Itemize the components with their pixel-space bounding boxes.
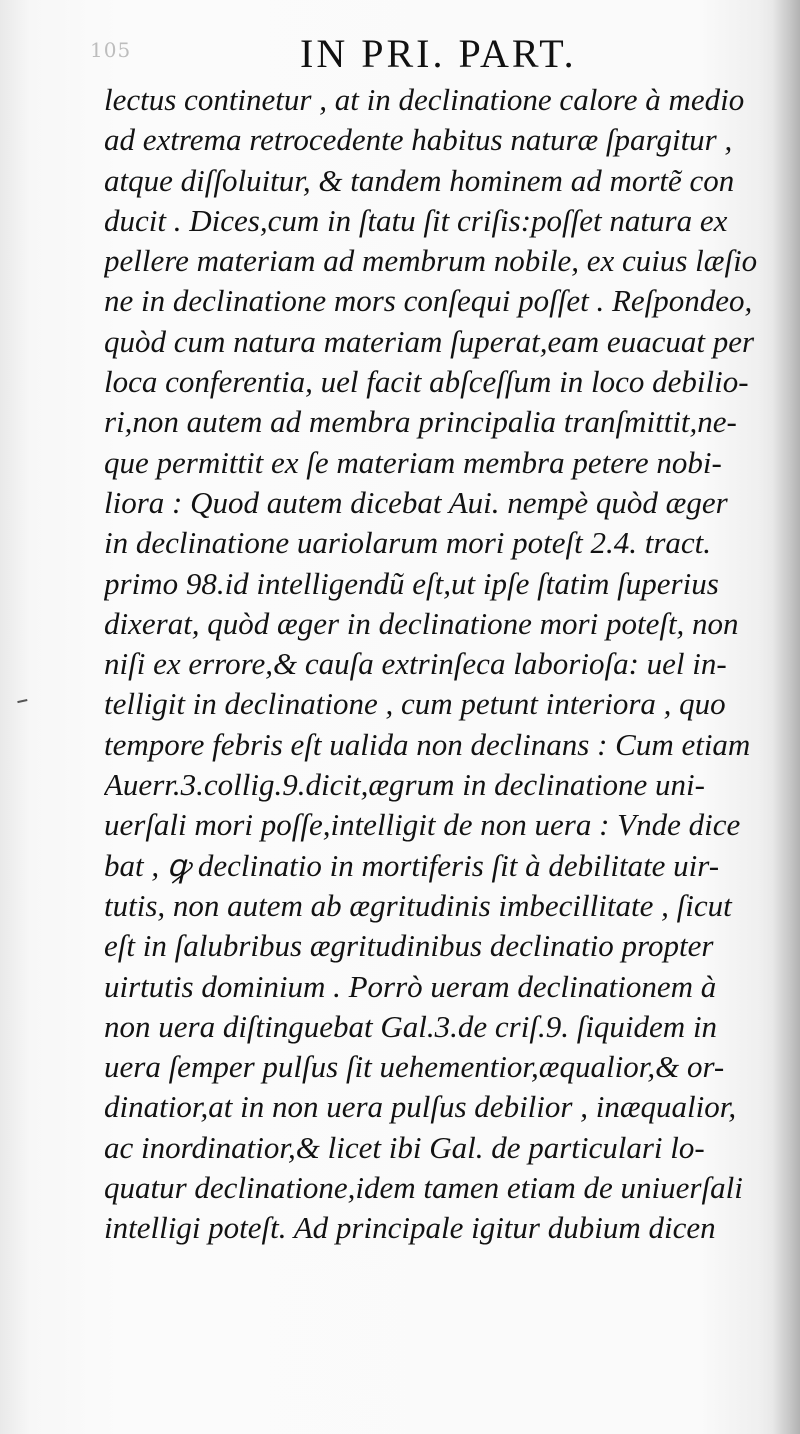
text-line: uerſali mori poſſe,intelligit de non uera : Vnde dice — [104, 807, 741, 843]
text-line: liora : Quod autem dicebat Aui. nempè quòd æger — [104, 484, 728, 520]
text-line: quòd cum natura materiam ſuperat,eam euacuat per — [104, 323, 755, 359]
page-number: 105 — [90, 38, 132, 62]
text-line: ne in declinatione mors conſequi poſſet . Reſpondeo, — [104, 283, 753, 319]
text-line: que permittit ex ſe materiam membra petere nobi- — [104, 444, 722, 480]
text-line: telligit in declinatione , cum petunt interiora , quo — [104, 686, 726, 722]
text-line: uirtutis dominium . Porrò ueram declinationem à — [104, 968, 717, 1004]
text-line: ducit . Dices,cum in ſtatu ſit criſis:poſſet natura ex — [104, 202, 728, 238]
text-line: tempore febris eſt ualida non declinans : Cum etiam — [104, 726, 751, 762]
body-text — [104, 80, 772, 1249]
text-line: ac inordinatior,& licet ibi Gal. de particulari lo- — [104, 1129, 705, 1165]
text-line: non uera diſtinguebat Gal.3.de criſ.9. ſiquidem in — [104, 1008, 718, 1044]
page-edge-shadow — [772, 0, 800, 1434]
text-line: dinatior,at in non uera pulſus debilior , inæqualior, — [104, 1089, 737, 1125]
text-line: lectus continetur , at in declinatione calore à medio — [104, 82, 745, 117]
running-head: IN PRI. PART. — [300, 31, 577, 76]
text-line: uera ſemper pulſus ſit uehementior,æqualior,& or- — [104, 1049, 725, 1085]
text-line: Auerr.3.collig.9.dicit,ægrum in declinatione uni- — [104, 767, 705, 803]
text-line: quatur declinatione,idem tamen etiam de uniuerſali — [104, 1170, 743, 1206]
text-line: primo 98.id intelligendũ eſt,ut ipſe ſtatim ſuperius — [104, 565, 719, 601]
text-line: in declinatione uariolarum mori poteſt 2.4. tract. — [104, 525, 712, 561]
text-line: pellere materiam ad membrum nobile, ex cuius læſio — [104, 243, 758, 279]
text-line: bat , ꝙ declinatio in mortiferis ſit à debilitate uir- — [104, 847, 720, 883]
text-line: ri,non autem ad membra principalia tranſmittit,ne- — [104, 404, 737, 440]
text-line: loca conferentia, uel facit abſceſſum in loco debilio- — [104, 364, 749, 400]
text-line: atque diſſoluitur, & tandem hominem ad mortẽ con — [104, 162, 735, 198]
margin-mark — [17, 699, 28, 709]
text-line: intelligi poteſt. Ad principale igitur dubium dicen — [104, 1210, 716, 1246]
text-line: ad extrema retrocedente habitus naturæ ſpargitur , — [104, 122, 733, 158]
text-line: dixerat, quòd æger in declinatione mori poteſt, non — [104, 605, 739, 641]
text-line: eſt in ſalubribus ægritudinibus declinatio propter — [104, 928, 714, 964]
text-line: niſi ex errore,& cauſa extrinſeca laborioſa: uel in- — [104, 646, 727, 682]
text-line: tutis, non autem ab ægritudinis imbecillitate , ſicut — [104, 887, 732, 923]
